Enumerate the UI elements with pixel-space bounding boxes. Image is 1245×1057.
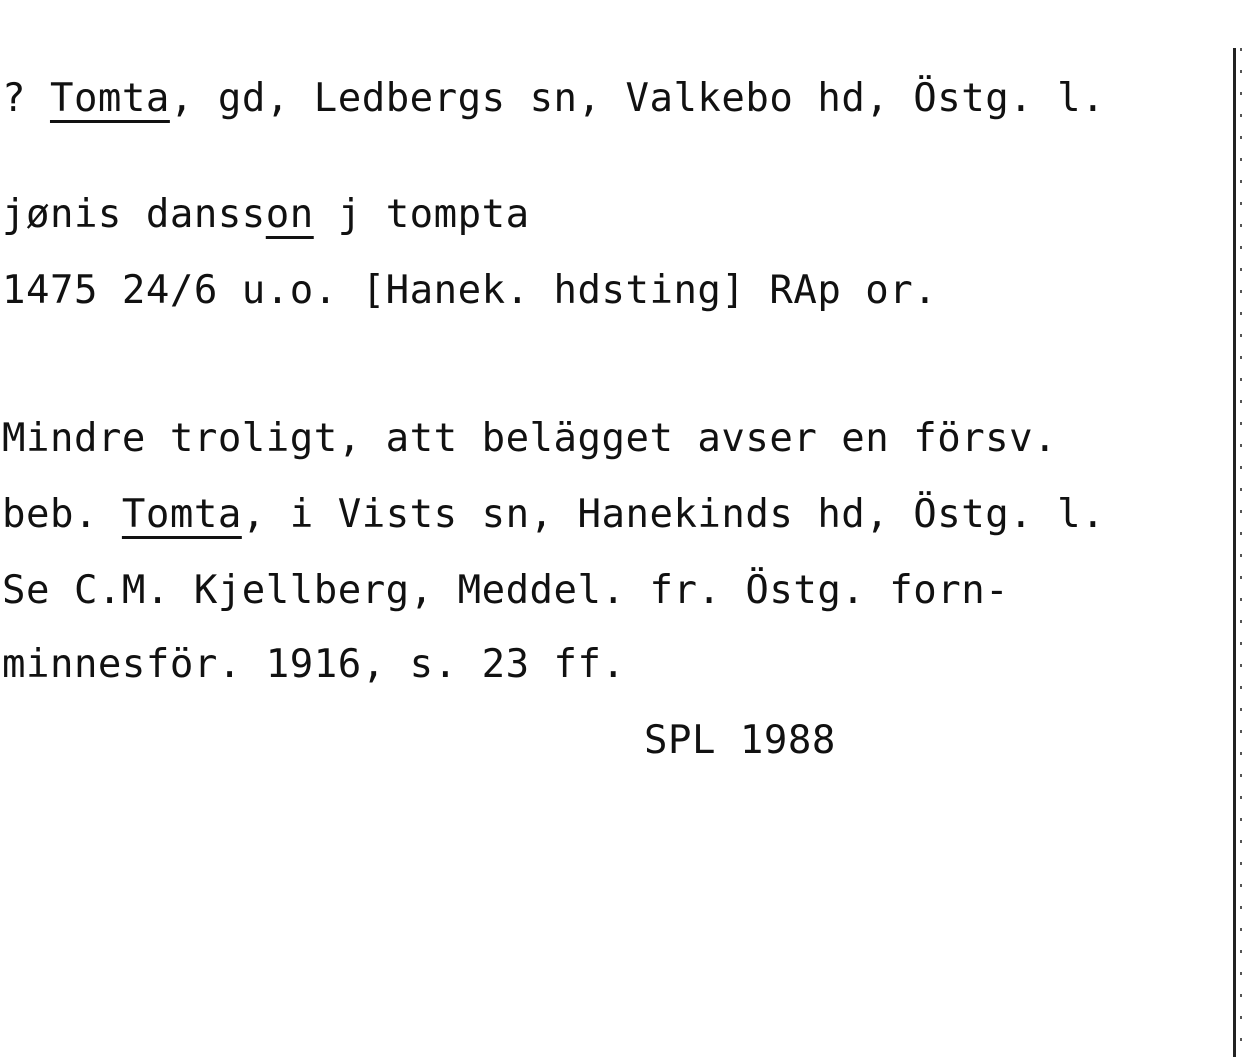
attestation-text-end: j tompta [313,192,530,237]
uncertainty-mark: ? [2,76,50,121]
comment-prefix: beb. [2,492,122,537]
source-line: 1475 24/6 u.o. [Hanek. hdsting] RAp or. [2,268,938,313]
headword-location: , gd, Ledbergs sn, Valkebo hd, Östg. l. [169,76,1106,121]
attestation-text-start: jønis danss [2,192,266,237]
comment-line-1: Mindre troligt, att belägget avser en försv. [2,416,1058,461]
comment-line-2 [2,492,1105,538]
headword: Tomta [49,76,170,121]
headword-line [2,76,1105,122]
comment-placename: Tomta [121,492,242,537]
card-edge-dots [1240,48,1242,1057]
comment-line-4: minnesför. 1916, s. 23 ff. [2,642,626,687]
attestation-underlined: on [265,192,314,237]
comment-line-3: Se C.M. Kjellberg, Meddel. fr. Östg. forn- [2,568,1010,613]
card-edge-line [1233,48,1236,1057]
attestation-line [2,192,530,238]
comment-location: , i Vists sn, Hanekinds hd, Östg. l. [241,492,1106,537]
signature: SPL 1988 [644,718,836,763]
